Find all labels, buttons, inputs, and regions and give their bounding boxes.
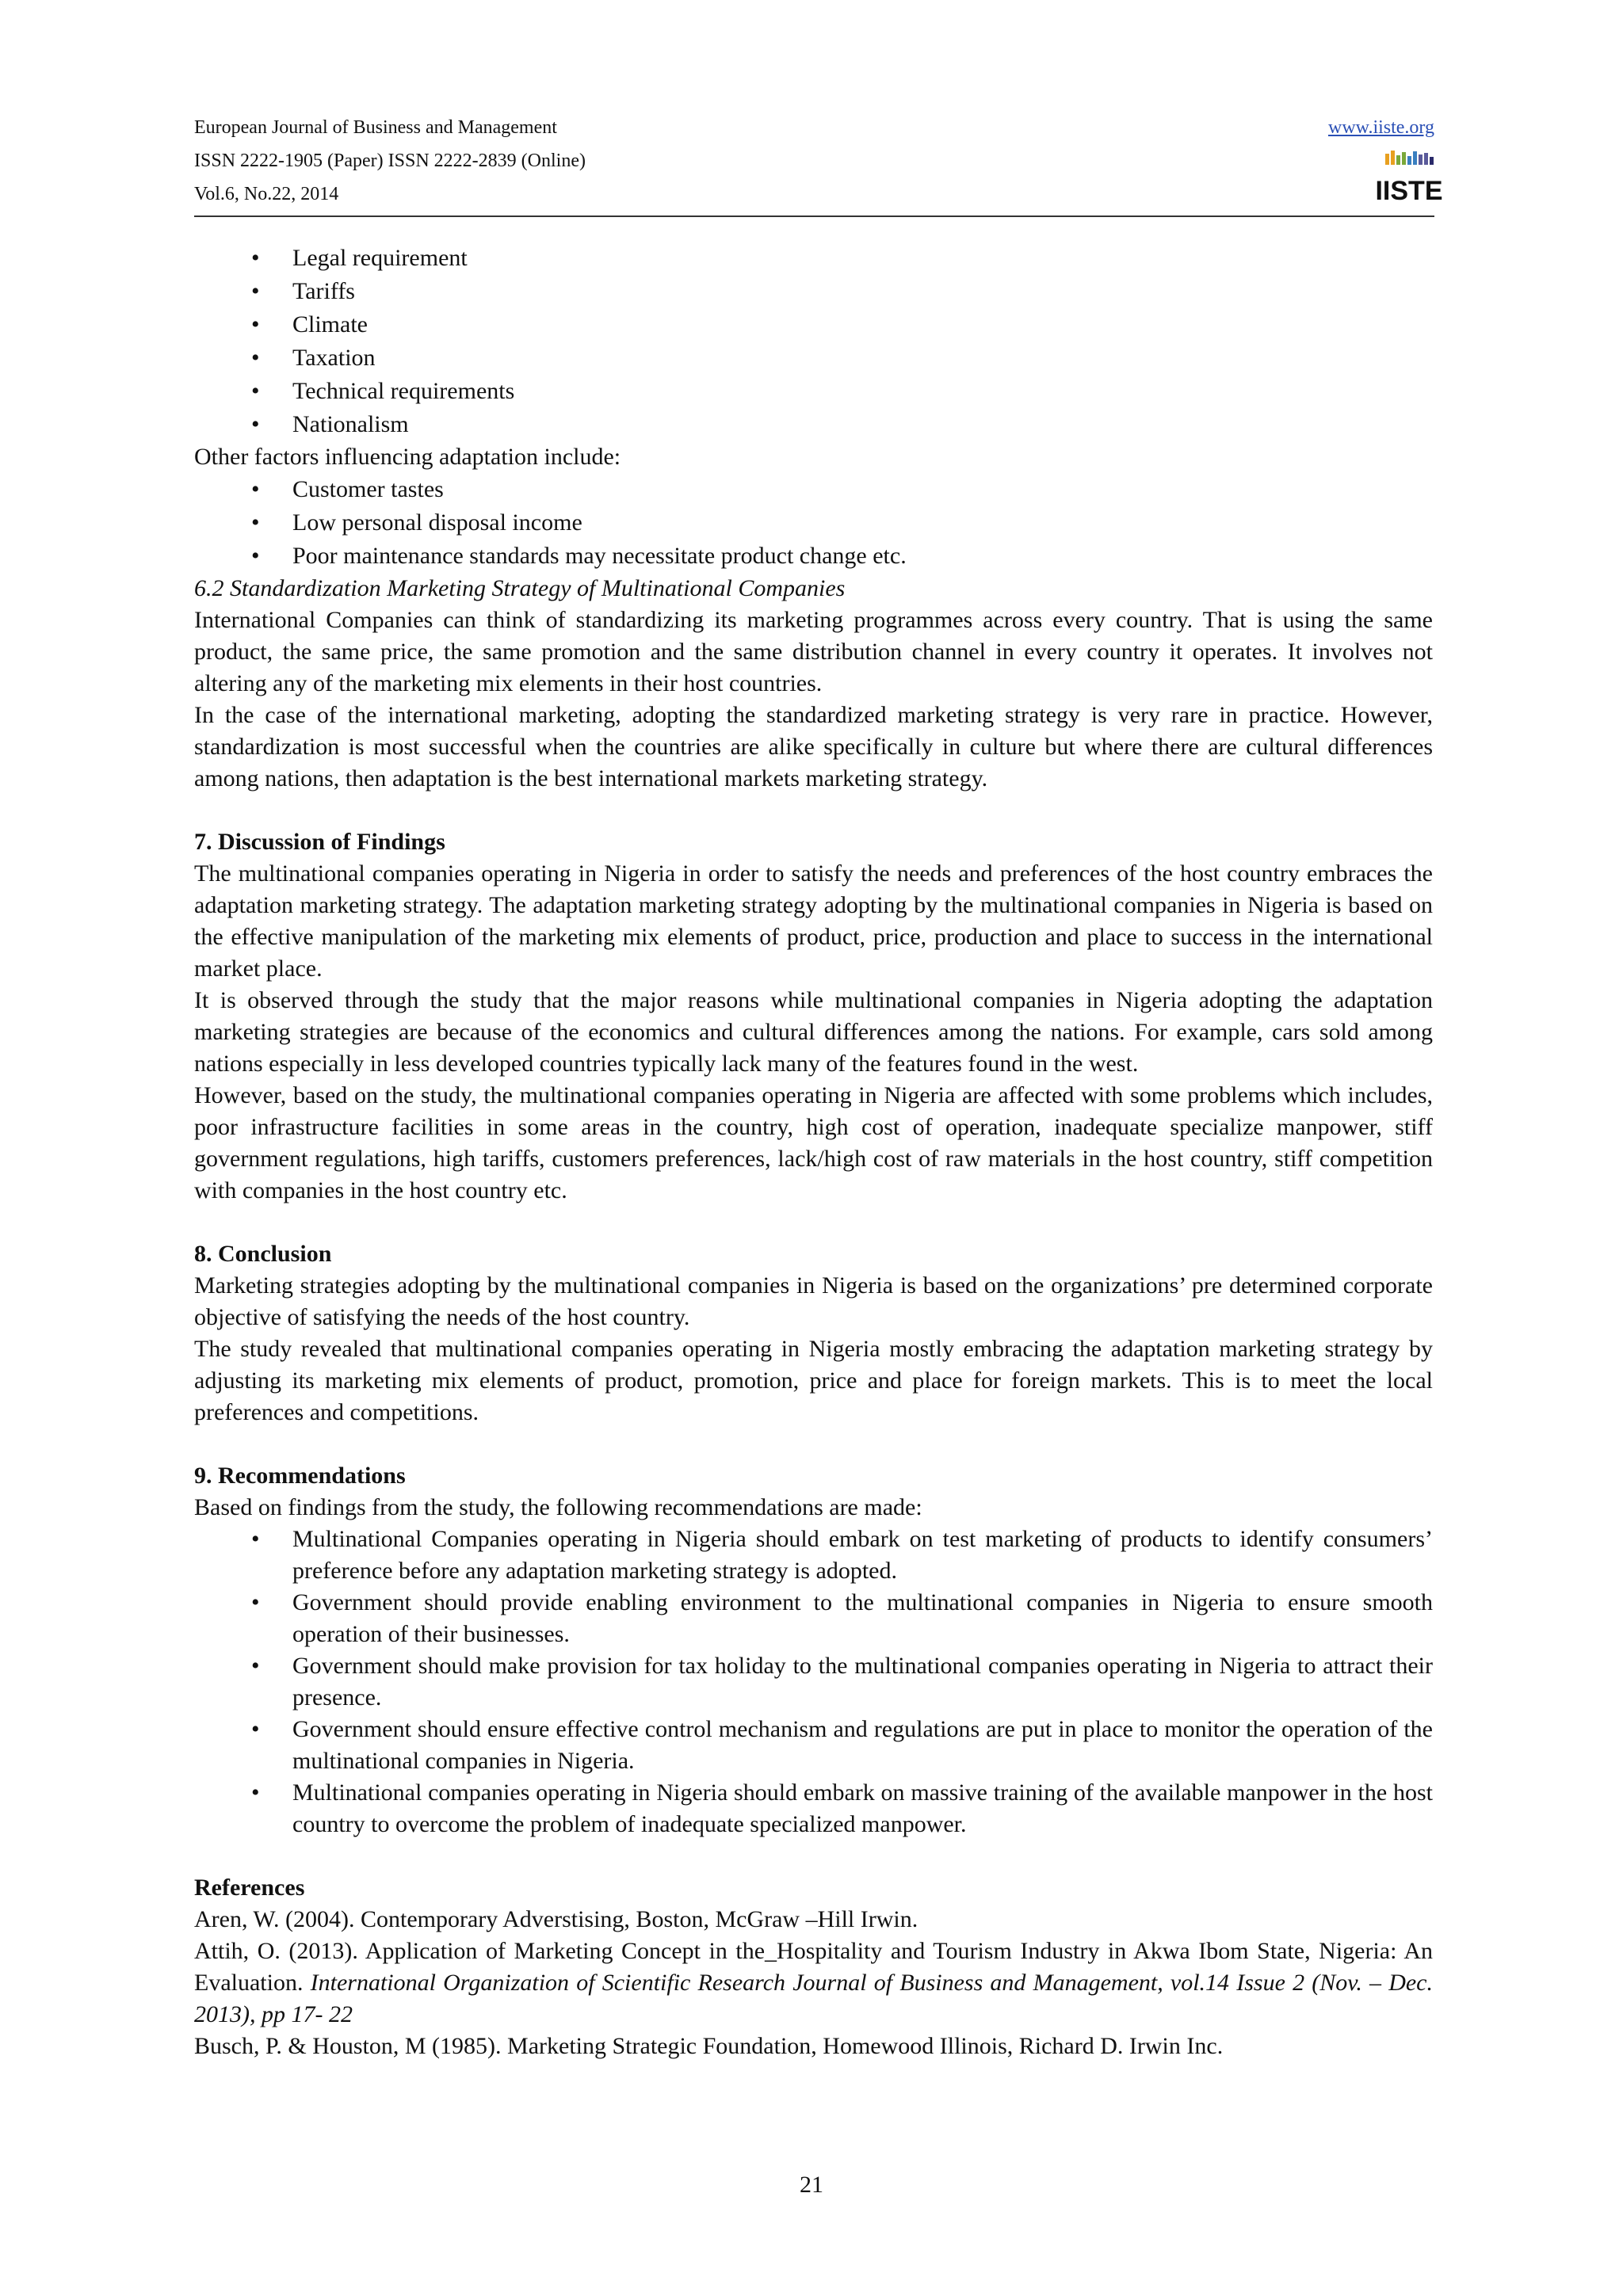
references-heading: References [194,1875,305,1901]
list-item: • Low personal disposal income [194,506,1433,540]
paragraph: International Companies can think of standardizing its marketing programmes across every country. That is using the same product, the same price, the same promotion and the same distribution channel in every country it operates. It involves not altering any of the marketing mix elements in their host countries. [194,607,1433,696]
list-item: • Government should make provision for tax holiday to the multinational companies operating in Nigeria to attract their presence. [194,1650,1433,1714]
factor-list-b [194,473,1433,573]
page-body [194,242,1433,2062]
journal-url-link[interactable]: www.iiste.org [1328,117,1434,138]
page-number: 21 [800,2172,823,2198]
paragraph: The multinational companies operating in Nigeria in order to satisfy the needs and preferences of the host country embraces the adaptation marketing strategy. The adaptation marketing strategy adopting by the multinational companies in Nigeria is based on the effective manipulation of the marketing mix elements of product, price, production and place to success in the international market place. [194,860,1433,982]
section-8-heading: 8. Conclusion [194,1241,332,1267]
other-factors-intro: Other factors influencing adaptation include: [194,444,621,470]
issn-line: ISSN 2222-1905 (Paper) ISSN 2222-2839 (Online) [194,151,586,171]
list-item: • Poor maintenance standards may necessitate product change etc. [194,540,1433,573]
section-9-heading: 9. Recommendations [194,1463,406,1489]
journal-title: European Journal of Business and Management [194,117,557,138]
section-7-heading: 7. Discussion of Findings [194,829,445,855]
logo-lettering: IISTE [1375,176,1443,206]
reference-journal: International Organization of Scientific Research Journal of Business and Management, vol.14 Issue 2 (Nov. – Dec. 2013), pp 17- 22 [194,1970,1433,2027]
list-item: • Climate [194,308,1433,341]
reference-entry: Busch, P. & Houston, M (1985). Marketing Strategic Foundation, Homewood Illinois, Richard D. Irwin Inc. [194,2033,1224,2059]
reference-text: Attih, O. (2013). Application of Marketing Concept in the_Hospitality and Tourism Industry in Akwa Ibom State, Nigeria: An Evaluation. [194,1938,1433,1996]
list-item: • Technical requirements [194,375,1433,408]
list-item: • Government should ensure effective control mechanism and regulations are put in place to monitor the operation of the multinational companies in Nigeria. [194,1714,1433,1777]
recommendations-intro: Based on findings from the study, the following recommendations are made: [194,1494,922,1520]
paragraph: The study revealed that multinational companies operating in Nigeria mostly embracing the adaptation marketing strategy by adjusting its marketing mix elements of product, promotion, price and place for foreign markets. This is to meet the local preferences and competitions. [194,1336,1433,1425]
list-item: • Legal requirement [194,242,1433,275]
list-item: • Multinational companies operating in Nigeria should embark on massive training of the available manpower in the host country to overcome the problem of inadequate specialized manpower. [194,1777,1433,1840]
list-item: • Taxation [194,341,1433,375]
paragraph: It is observed through the study that the major reasons while multinational companies in Nigeria adopting the adaptation marketing strategies are because of the economics and cultural differences among the nations. For example, cars sold among nations especially in less developed countries typically lack many of the features found in the west. [194,987,1433,1077]
volume-line: Vol.6, No.22, 2014 [194,184,339,204]
reference-entry [194,1936,1433,2031]
recommendations-list [194,1524,1433,1840]
factor-list-a [194,242,1433,441]
section-6-2-heading: 6.2 Standardization Marketing Strategy of Multinational Companies [194,575,846,601]
list-item: • Multinational Companies operating in Nigeria should embark on test marketing of products to identify consumers’ preference before any adaptation marketing strategy is adopted. [194,1524,1433,1587]
paragraph: Marketing strategies adopting by the multinational companies in Nigeria is based on the organizations’ pre determined corporate objective of satisfying the needs of the host country. [194,1272,1433,1330]
list-item: • Government should provide enabling environment to the multinational companies in Nigeria to ensure smooth operation of their businesses. [194,1587,1433,1650]
list-item: • Customer tastes [194,473,1433,506]
iiste-logo [1375,149,1443,208]
list-item: • Nationalism [194,408,1433,441]
paragraph: However, based on the study, the multinational companies operating in Nigeria are affected with some problems which includes, poor infrastructure facilities in some areas in the country, high cost of operation, inadequate specialize manpower, stiff government regulations, high tariffs, customers preferences, lack/high cost of raw materials in the host country, stiff competition with companies in the host country etc. [194,1082,1433,1203]
page-header [194,111,1443,217]
reference-entry: Aren, W. (2004). Contemporary Adverstising, Boston, McGraw –Hill Irwin. [194,1906,918,1932]
list-item: • Tariffs [194,275,1433,308]
paragraph: In the case of the international marketing, adopting the standardized marketing strategy is very rare in practice. However, standardization is most successful when the countries are alike specifically in culture but where there are cultural differences among nations, then adaptation is the best international markets marketing strategy. [194,702,1433,791]
